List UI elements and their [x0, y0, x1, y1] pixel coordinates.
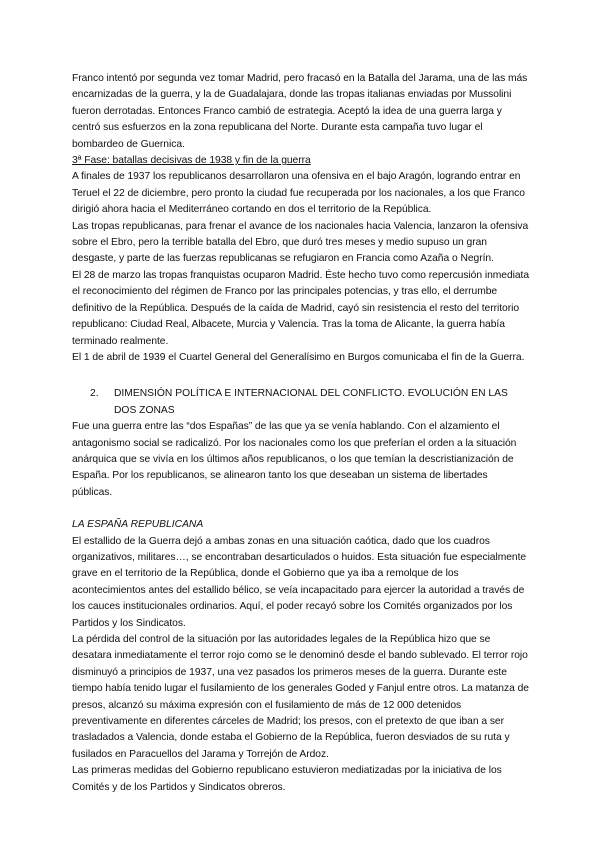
phase3-heading: 3ª Fase: batallas decisivas de 1938 y fin de la guerra	[72, 155, 311, 167]
spacer	[72, 501, 530, 517]
section-2-heading	[72, 386, 530, 419]
paragraph-jarama-guadalajara: Franco intentó por segunda vez tomar Madrid, pero fracasó en la Batalla del Jarama, una de las más encarnizadas de la guerra, y la de Guadalajara, donde las tropas italianas enviadas por Mussolini fueron derrotadas. Entonces Franco cambió de estrategia. Aceptó la idea de una guerra larga y centró sus esfuerzos en la zona republicana del Norte. Durante esta campaña tuvo lugar el bombardeo de Guernica.	[72, 73, 528, 150]
paragraph-first-measures: Las primeras medidas del Gobierno republicano estuvieron mediatizadas por la iniciativa de los Comités y de los Partidos y Sindicatos obreros.	[72, 765, 502, 793]
spacer	[72, 366, 530, 382]
paragraph-teruel: A finales de 1937 los republicanos desarrollaron una ofensiva en el bajo Aragón, logrando entrar en Teruel el 22 de diciembre, pero pronto la ciudad fue recuperada por los nacionales, a los que Franco dirigió ahora hacia el Mediterráneo cortando en dos el territorio de la República.	[72, 171, 525, 216]
paragraph-chaos: El estallido de la Guerra dejó a ambas zonas en una situación caótica, dado que los cuadros organizativos, militares…, se encontraban desarticulados o huidos. Esta situación fue especialmente grave en el territorio de la República, donde el Gobierno que ya iba a remolque de los acontecimientos antes del estallido bélico, se veía incapacitado para ejercer la autoridad a través de los cauces institucionales ordinarios. Aquí, el poder recayó sobre los Comités organizados por los Partidos y los Sindicatos.	[72, 535, 527, 629]
paragraph-red-terror: La pérdida del control de la situación por las autoridades legales de la República hizo que se desatara inmediatamente el terror rojo como se le denominó desde el bando sublevado. El terror rojo disminuyó a principios de 1937, una vez pasados los primeros meses de la guerra. Durante este tiempo había tenido lugar el fusilamiento de los generales Goded y Fanjul entre otros. La matanza de presos, alcanzó su máxima expresión con el fusilamiento de más de 12 000 detenidos preventivamente en diferentes cárceles de Madrid; los presos, con el pretexto de que iban a ser trasladados a Valencia, donde estaba el Gobierno de la República, fueron desviados de su ruta y fusilados en Paracuellos del Jarama y Torrejón de Ardoz.	[72, 634, 529, 760]
section-2-title: DIMENSIÓN POLÍTICA E INTERNACIONAL DEL CONFLICTO. EVOLUCIÓN EN LAS DOS ZONAS	[114, 388, 508, 416]
paragraph-two-spains: Fue una guerra entre las “dos Españas” de las que ya se venía hablando. Con el alzamiento el antagonismo social se radicalizó. Por los nacionales como los que preferían el orden a la situación anárquica que se vivía en los últimos años republicanos, o los que temían la descristianización de España. Por los republicanos, se alinearon tanto los que deseaban un sistema de libertades públicas.	[72, 421, 517, 498]
republic-heading: LA ESPAÑA REPUBLICANA	[72, 519, 204, 531]
paragraph-ebro: Las tropas republicanas, para frenar el avance de los nacionales hacia Valencia, lanzaron la ofensiva sobre el Ebro, pero la terrible batalla del Ebro, que duró tres meses y medio supuso un gran desgaste, y parte de las fuerzas republicanas se refugiaron en Francia como Azaña o Negrín.	[72, 220, 529, 265]
section-2-number: 2.	[90, 388, 99, 400]
paragraph-madrid: El 28 de marzo las tropas franquistas ocuparon Madrid. Éste hecho tuvo como repercusión inmediata el reconocimiento del régimen de Franco por las principales potencias, y tras ello, el derrumbe definitivo de la República. Después de la caída de Madrid, cayó sin resistencia el resto del territorio republicano: Ciudad Real, Albacete, Murcia y Valencia. Tras la toma de Alicante, la guerra había terminado realmente.	[72, 269, 530, 347]
paragraph-end-of-war: El 1 de abril de 1939 el Cuartel General del Generalísimo en Burgos comunicaba el fin de la Guerra.	[72, 351, 525, 363]
